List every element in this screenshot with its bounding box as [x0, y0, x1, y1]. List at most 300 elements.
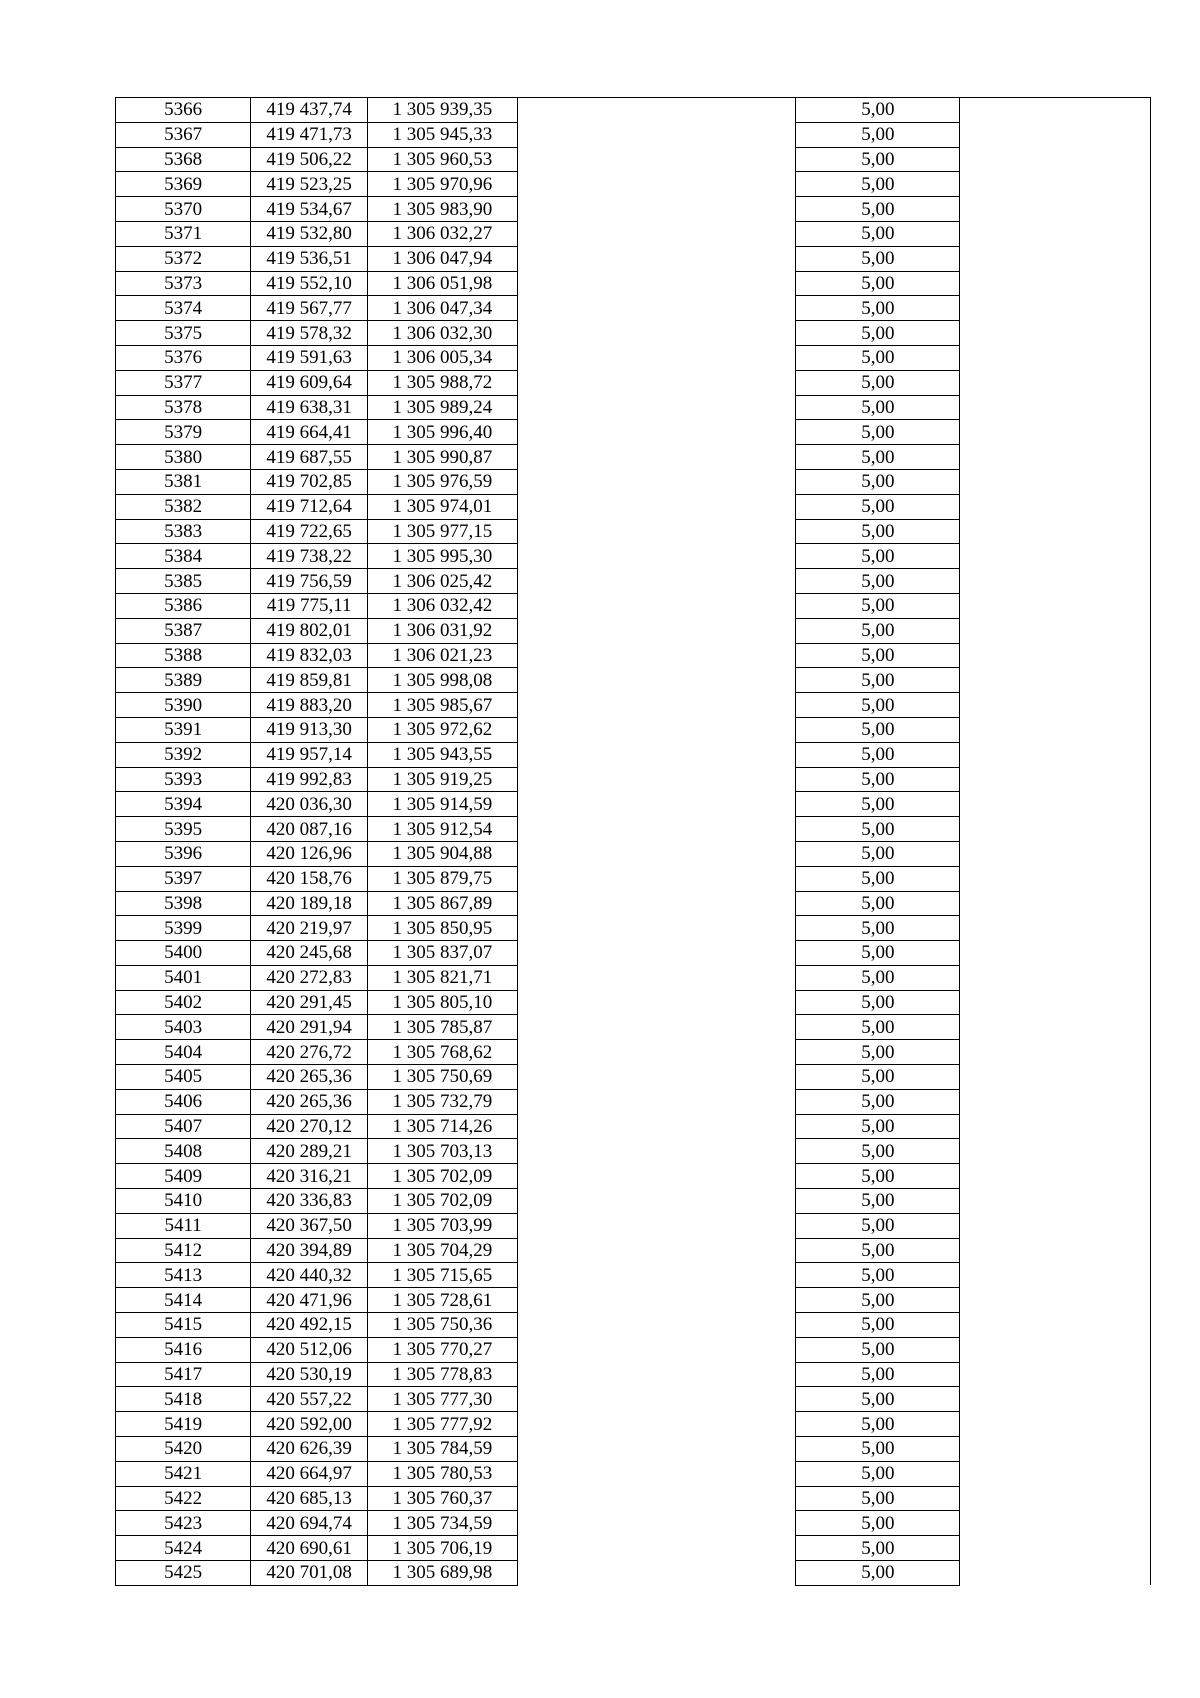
x-coordinate-cell: 419 534,67 [251, 197, 368, 222]
x-coordinate-cell: 419 722,65 [251, 519, 368, 544]
y-coordinate-cell: 1 305 939,35 [368, 98, 518, 123]
point-number-cell: 5418 [116, 1387, 251, 1412]
x-coordinate-cell: 420 270,12 [251, 1114, 368, 1139]
accuracy-cell: 5,00 [796, 1189, 960, 1214]
y-coordinate-cell: 1 305 945,33 [368, 122, 518, 147]
empty-cell [517, 519, 796, 544]
accuracy-cell: 5,00 [796, 197, 960, 222]
empty-cell [517, 668, 796, 693]
accuracy-cell: 5,00 [796, 1164, 960, 1189]
x-coordinate-cell: 419 913,30 [251, 717, 368, 742]
x-coordinate-cell: 420 592,00 [251, 1412, 368, 1437]
table-row [116, 1561, 1151, 1586]
empty-cell [960, 841, 1151, 866]
empty-cell [960, 1139, 1151, 1164]
table-row [116, 1536, 1151, 1561]
table-row [116, 742, 1151, 767]
empty-cell [960, 519, 1151, 544]
empty-cell [960, 1114, 1151, 1139]
table-row [116, 1511, 1151, 1536]
empty-cell [960, 817, 1151, 842]
empty-cell [517, 742, 796, 767]
accuracy-cell: 5,00 [796, 370, 960, 395]
x-coordinate-cell: 420 512,06 [251, 1337, 368, 1362]
x-coordinate-cell: 420 276,72 [251, 1040, 368, 1065]
y-coordinate-cell: 1 305 760,37 [368, 1486, 518, 1511]
x-coordinate-cell: 420 685,13 [251, 1486, 368, 1511]
point-number-cell: 5390 [116, 693, 251, 718]
accuracy-cell: 5,00 [796, 1412, 960, 1437]
accuracy-cell: 5,00 [796, 1362, 960, 1387]
y-coordinate-cell: 1 306 051,98 [368, 271, 518, 296]
y-coordinate-cell: 1 305 689,98 [368, 1561, 518, 1586]
x-coordinate-cell: 419 567,77 [251, 296, 368, 321]
point-number-cell: 5410 [116, 1189, 251, 1214]
table-row [116, 1412, 1151, 1437]
empty-cell [960, 395, 1151, 420]
empty-cell [960, 1015, 1151, 1040]
accuracy-cell: 5,00 [796, 668, 960, 693]
empty-cell [517, 1189, 796, 1214]
table-row [116, 1114, 1151, 1139]
table-row [116, 246, 1151, 271]
empty-cell [960, 742, 1151, 767]
empty-cell [960, 469, 1151, 494]
x-coordinate-cell: 419 702,85 [251, 469, 368, 494]
y-coordinate-cell: 1 305 912,54 [368, 817, 518, 842]
table-row [116, 693, 1151, 718]
y-coordinate-cell: 1 305 995,30 [368, 544, 518, 569]
empty-cell [517, 841, 796, 866]
x-coordinate-cell: 420 158,76 [251, 866, 368, 891]
y-coordinate-cell: 1 305 989,24 [368, 395, 518, 420]
table-row [116, 965, 1151, 990]
y-coordinate-cell: 1 305 704,29 [368, 1238, 518, 1263]
accuracy-cell: 5,00 [796, 321, 960, 346]
coordinate-table [115, 97, 1151, 1586]
y-coordinate-cell: 1 305 750,69 [368, 1065, 518, 1090]
accuracy-cell: 5,00 [796, 1511, 960, 1536]
empty-cell [960, 1189, 1151, 1214]
empty-cell [517, 469, 796, 494]
empty-cell [517, 395, 796, 420]
table-row [116, 891, 1151, 916]
y-coordinate-cell: 1 305 732,79 [368, 1089, 518, 1114]
table-row [116, 643, 1151, 668]
y-coordinate-cell: 1 305 983,90 [368, 197, 518, 222]
empty-cell [960, 147, 1151, 172]
point-number-cell: 5400 [116, 941, 251, 966]
x-coordinate-cell: 420 626,39 [251, 1437, 368, 1462]
empty-cell [517, 1337, 796, 1362]
empty-cell [517, 1040, 796, 1065]
point-number-cell: 5394 [116, 792, 251, 817]
y-coordinate-cell: 1 305 974,01 [368, 494, 518, 519]
x-coordinate-cell: 419 756,59 [251, 569, 368, 594]
empty-cell [517, 1486, 796, 1511]
y-coordinate-cell: 1 305 784,59 [368, 1437, 518, 1462]
accuracy-cell: 5,00 [796, 767, 960, 792]
point-number-cell: 5383 [116, 519, 251, 544]
y-coordinate-cell: 1 305 988,72 [368, 370, 518, 395]
empty-cell [517, 494, 796, 519]
point-number-cell: 5391 [116, 717, 251, 742]
table-row [116, 1015, 1151, 1040]
empty-cell [517, 965, 796, 990]
accuracy-cell: 5,00 [796, 717, 960, 742]
point-number-cell: 5402 [116, 990, 251, 1015]
empty-cell [517, 618, 796, 643]
table-row [116, 370, 1151, 395]
y-coordinate-cell: 1 305 943,55 [368, 742, 518, 767]
empty-cell [960, 990, 1151, 1015]
empty-cell [960, 246, 1151, 271]
table-row [116, 1040, 1151, 1065]
empty-cell [517, 1139, 796, 1164]
empty-cell [960, 1238, 1151, 1263]
table-row [116, 221, 1151, 246]
table-row [116, 1065, 1151, 1090]
empty-cell [517, 990, 796, 1015]
point-number-cell: 5375 [116, 321, 251, 346]
y-coordinate-cell: 1 305 867,89 [368, 891, 518, 916]
point-number-cell: 5382 [116, 494, 251, 519]
empty-cell [517, 1164, 796, 1189]
y-coordinate-cell: 1 305 728,61 [368, 1288, 518, 1313]
x-coordinate-cell: 420 289,21 [251, 1139, 368, 1164]
x-coordinate-cell: 419 832,03 [251, 643, 368, 668]
y-coordinate-cell: 1 306 047,34 [368, 296, 518, 321]
empty-cell [960, 941, 1151, 966]
empty-cell [517, 1213, 796, 1238]
x-coordinate-cell: 420 291,94 [251, 1015, 368, 1040]
empty-cell [517, 122, 796, 147]
point-number-cell: 5367 [116, 122, 251, 147]
empty-cell [517, 941, 796, 966]
accuracy-cell: 5,00 [796, 1461, 960, 1486]
empty-cell [960, 494, 1151, 519]
y-coordinate-cell: 1 305 805,10 [368, 990, 518, 1015]
x-coordinate-cell: 419 578,32 [251, 321, 368, 346]
empty-cell [517, 370, 796, 395]
accuracy-cell: 5,00 [796, 916, 960, 941]
table-row [116, 494, 1151, 519]
point-number-cell: 5389 [116, 668, 251, 693]
x-coordinate-cell: 420 036,30 [251, 792, 368, 817]
y-coordinate-cell: 1 306 047,94 [368, 246, 518, 271]
table-row [116, 1139, 1151, 1164]
accuracy-cell: 5,00 [796, 345, 960, 370]
y-coordinate-cell: 1 305 998,08 [368, 668, 518, 693]
y-coordinate-cell: 1 305 703,99 [368, 1213, 518, 1238]
empty-cell [960, 1362, 1151, 1387]
y-coordinate-cell: 1 305 706,19 [368, 1536, 518, 1561]
accuracy-cell: 5,00 [796, 1387, 960, 1412]
x-coordinate-cell: 419 957,14 [251, 742, 368, 767]
accuracy-cell: 5,00 [796, 395, 960, 420]
accuracy-cell: 5,00 [796, 98, 960, 123]
table-row [116, 817, 1151, 842]
empty-cell [960, 767, 1151, 792]
table-row [116, 1189, 1151, 1214]
empty-cell [517, 916, 796, 941]
empty-cell [960, 1164, 1151, 1189]
x-coordinate-cell: 419 506,22 [251, 147, 368, 172]
point-number-cell: 5423 [116, 1511, 251, 1536]
empty-cell [517, 147, 796, 172]
point-number-cell: 5404 [116, 1040, 251, 1065]
empty-cell [517, 1288, 796, 1313]
x-coordinate-cell: 420 265,36 [251, 1089, 368, 1114]
empty-cell [960, 1437, 1151, 1462]
x-coordinate-cell: 420 087,16 [251, 817, 368, 842]
point-number-cell: 5424 [116, 1536, 251, 1561]
accuracy-cell: 5,00 [796, 817, 960, 842]
point-number-cell: 5401 [116, 965, 251, 990]
point-number-cell: 5392 [116, 742, 251, 767]
accuracy-cell: 5,00 [796, 445, 960, 470]
empty-cell [517, 1536, 796, 1561]
y-coordinate-cell: 1 305 850,95 [368, 916, 518, 941]
y-coordinate-cell: 1 305 976,59 [368, 469, 518, 494]
point-number-cell: 5413 [116, 1263, 251, 1288]
point-number-cell: 5372 [116, 246, 251, 271]
x-coordinate-cell: 419 802,01 [251, 618, 368, 643]
empty-cell [960, 1486, 1151, 1511]
y-coordinate-cell: 1 305 977,15 [368, 519, 518, 544]
empty-cell [960, 593, 1151, 618]
y-coordinate-cell: 1 305 985,67 [368, 693, 518, 718]
y-coordinate-cell: 1 305 970,96 [368, 172, 518, 197]
y-coordinate-cell: 1 306 025,42 [368, 569, 518, 594]
accuracy-cell: 5,00 [796, 841, 960, 866]
table-row [116, 792, 1151, 817]
point-number-cell: 5370 [116, 197, 251, 222]
y-coordinate-cell: 1 305 837,07 [368, 941, 518, 966]
empty-cell [517, 717, 796, 742]
empty-cell [960, 221, 1151, 246]
empty-cell [960, 1263, 1151, 1288]
y-coordinate-cell: 1 305 703,13 [368, 1139, 518, 1164]
accuracy-cell: 5,00 [796, 271, 960, 296]
x-coordinate-cell: 419 687,55 [251, 445, 368, 470]
point-number-cell: 5399 [116, 916, 251, 941]
accuracy-cell: 5,00 [796, 866, 960, 891]
x-coordinate-cell: 420 219,97 [251, 916, 368, 941]
accuracy-cell: 5,00 [796, 1288, 960, 1313]
accuracy-cell: 5,00 [796, 494, 960, 519]
x-coordinate-cell: 419 591,63 [251, 345, 368, 370]
table-row [116, 1437, 1151, 1462]
table-row [116, 1461, 1151, 1486]
x-coordinate-cell: 419 883,20 [251, 693, 368, 718]
point-number-cell: 5398 [116, 891, 251, 916]
table-row [116, 544, 1151, 569]
table-row [116, 1238, 1151, 1263]
accuracy-cell: 5,00 [796, 792, 960, 817]
y-coordinate-cell: 1 306 005,34 [368, 345, 518, 370]
table-row [116, 197, 1151, 222]
empty-cell [517, 445, 796, 470]
table-row [116, 1313, 1151, 1338]
table-row [116, 445, 1151, 470]
empty-cell [960, 370, 1151, 395]
point-number-cell: 5366 [116, 98, 251, 123]
x-coordinate-cell: 419 471,73 [251, 122, 368, 147]
coordinate-table-body [116, 98, 1151, 1586]
table-row [116, 296, 1151, 321]
accuracy-cell: 5,00 [796, 891, 960, 916]
accuracy-cell: 5,00 [796, 296, 960, 321]
accuracy-cell: 5,00 [796, 1437, 960, 1462]
table-row [116, 1213, 1151, 1238]
y-coordinate-cell: 1 305 734,59 [368, 1511, 518, 1536]
empty-cell [517, 643, 796, 668]
table-row [116, 147, 1151, 172]
empty-cell [517, 569, 796, 594]
point-number-cell: 5414 [116, 1288, 251, 1313]
accuracy-cell: 5,00 [796, 1337, 960, 1362]
point-number-cell: 5387 [116, 618, 251, 643]
point-number-cell: 5408 [116, 1139, 251, 1164]
x-coordinate-cell: 419 552,10 [251, 271, 368, 296]
x-coordinate-cell: 420 557,22 [251, 1387, 368, 1412]
accuracy-cell: 5,00 [796, 1114, 960, 1139]
x-coordinate-cell: 419 738,22 [251, 544, 368, 569]
table-row [116, 767, 1151, 792]
x-coordinate-cell: 420 367,50 [251, 1213, 368, 1238]
accuracy-cell: 5,00 [796, 1139, 960, 1164]
empty-cell [517, 271, 796, 296]
table-row [116, 717, 1151, 742]
empty-cell [517, 1387, 796, 1412]
x-coordinate-cell: 420 316,21 [251, 1164, 368, 1189]
empty-cell [960, 693, 1151, 718]
x-coordinate-cell: 419 992,83 [251, 767, 368, 792]
y-coordinate-cell: 1 305 879,75 [368, 866, 518, 891]
empty-cell [960, 1387, 1151, 1412]
point-number-cell: 5405 [116, 1065, 251, 1090]
table-row [116, 841, 1151, 866]
empty-cell [960, 172, 1151, 197]
accuracy-cell: 5,00 [796, 618, 960, 643]
point-number-cell: 5425 [116, 1561, 251, 1586]
accuracy-cell: 5,00 [796, 519, 960, 544]
point-number-cell: 5403 [116, 1015, 251, 1040]
empty-cell [960, 792, 1151, 817]
accuracy-cell: 5,00 [796, 1040, 960, 1065]
point-number-cell: 5377 [116, 370, 251, 395]
accuracy-cell: 5,00 [796, 643, 960, 668]
table-row [116, 593, 1151, 618]
table-row [116, 916, 1151, 941]
table-row [116, 1288, 1151, 1313]
point-number-cell: 5380 [116, 445, 251, 470]
empty-cell [960, 321, 1151, 346]
y-coordinate-cell: 1 306 031,92 [368, 618, 518, 643]
accuracy-cell: 5,00 [796, 1089, 960, 1114]
x-coordinate-cell: 420 530,19 [251, 1362, 368, 1387]
table-row [116, 618, 1151, 643]
empty-cell [517, 1412, 796, 1437]
empty-cell [960, 544, 1151, 569]
point-number-cell: 5412 [116, 1238, 251, 1263]
empty-cell [517, 1313, 796, 1338]
y-coordinate-cell: 1 305 750,36 [368, 1313, 518, 1338]
accuracy-cell: 5,00 [796, 593, 960, 618]
x-coordinate-cell: 419 775,11 [251, 593, 368, 618]
empty-cell [960, 420, 1151, 445]
empty-cell [960, 668, 1151, 693]
empty-cell [960, 1412, 1151, 1437]
x-coordinate-cell: 419 859,81 [251, 668, 368, 693]
y-coordinate-cell: 1 305 777,92 [368, 1412, 518, 1437]
empty-cell [517, 1089, 796, 1114]
table-row [116, 271, 1151, 296]
x-coordinate-cell: 419 664,41 [251, 420, 368, 445]
table-row [116, 569, 1151, 594]
accuracy-cell: 5,00 [796, 941, 960, 966]
empty-cell [960, 1561, 1151, 1586]
x-coordinate-cell: 419 638,31 [251, 395, 368, 420]
x-coordinate-cell: 420 440,32 [251, 1263, 368, 1288]
table-row [116, 1486, 1151, 1511]
x-coordinate-cell: 420 694,74 [251, 1511, 368, 1536]
empty-cell [960, 1511, 1151, 1536]
empty-cell [517, 693, 796, 718]
point-number-cell: 5397 [116, 866, 251, 891]
table-row [116, 98, 1151, 123]
empty-cell [960, 1536, 1151, 1561]
table-row [116, 866, 1151, 891]
point-number-cell: 5388 [116, 643, 251, 668]
empty-cell [960, 618, 1151, 643]
empty-cell [960, 122, 1151, 147]
empty-cell [960, 197, 1151, 222]
x-coordinate-cell: 420 291,45 [251, 990, 368, 1015]
x-coordinate-cell: 420 189,18 [251, 891, 368, 916]
point-number-cell: 5415 [116, 1313, 251, 1338]
empty-cell [517, 1065, 796, 1090]
y-coordinate-cell: 1 306 032,27 [368, 221, 518, 246]
empty-cell [960, 271, 1151, 296]
accuracy-cell: 5,00 [796, 569, 960, 594]
table-row [116, 941, 1151, 966]
empty-cell [517, 172, 796, 197]
empty-cell [517, 221, 796, 246]
empty-cell [960, 445, 1151, 470]
x-coordinate-cell: 420 690,61 [251, 1536, 368, 1561]
table-row [116, 990, 1151, 1015]
empty-cell [960, 345, 1151, 370]
x-coordinate-cell: 420 272,83 [251, 965, 368, 990]
point-number-cell: 5422 [116, 1486, 251, 1511]
point-number-cell: 5421 [116, 1461, 251, 1486]
table-row [116, 172, 1151, 197]
y-coordinate-cell: 1 305 778,83 [368, 1362, 518, 1387]
accuracy-cell: 5,00 [796, 544, 960, 569]
x-coordinate-cell: 419 536,51 [251, 246, 368, 271]
accuracy-cell: 5,00 [796, 1536, 960, 1561]
y-coordinate-cell: 1 305 715,65 [368, 1263, 518, 1288]
y-coordinate-cell: 1 306 032,30 [368, 321, 518, 346]
point-number-cell: 5386 [116, 593, 251, 618]
empty-cell [517, 767, 796, 792]
x-coordinate-cell: 420 336,83 [251, 1189, 368, 1214]
accuracy-cell: 5,00 [796, 1263, 960, 1288]
empty-cell [517, 1114, 796, 1139]
table-row [116, 122, 1151, 147]
